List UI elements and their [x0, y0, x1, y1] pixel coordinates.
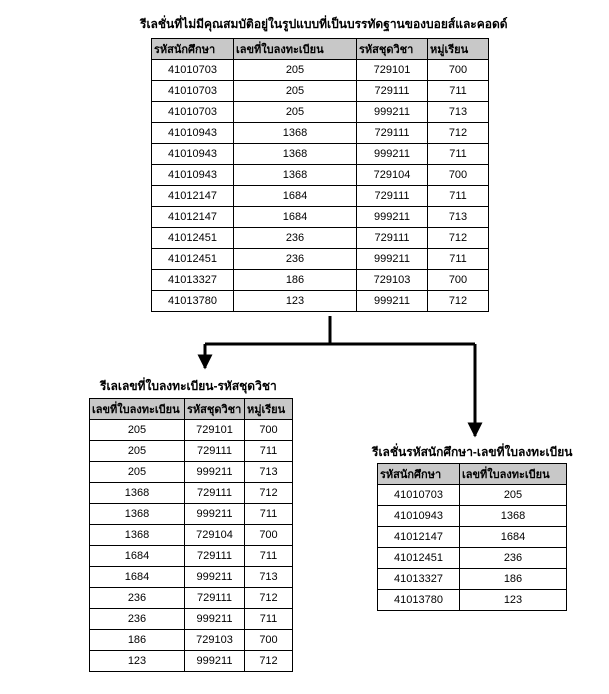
table-cell: 712: [428, 228, 489, 249]
table-cell: 41012451: [152, 228, 234, 249]
right-relation-title: รีเลชั่นรหัสนักศึกษา-เลขที่ใบลงทะเบียน: [372, 445, 573, 459]
table-cell: 1684: [460, 527, 567, 548]
table-cell: 700: [428, 60, 489, 81]
table-cell: 711: [428, 144, 489, 165]
table-cell: 1684: [234, 186, 357, 207]
table-cell: 41013327: [378, 569, 460, 590]
table-cell: 729111: [185, 441, 245, 462]
table-cell: 236: [460, 548, 567, 569]
table-cell: 711: [245, 504, 293, 525]
column-header: รหัสชุดวิชา: [357, 39, 428, 60]
table-cell: 1368: [90, 525, 185, 546]
table-cell: 729103: [185, 630, 245, 651]
table-cell: 41012147: [152, 207, 234, 228]
table-cell: 1368: [234, 123, 357, 144]
table-cell: 999211: [185, 462, 245, 483]
table-cell: 999211: [357, 291, 428, 312]
table-cell: 713: [428, 207, 489, 228]
table-cell: 41010703: [152, 60, 234, 81]
table-cell: 729104: [357, 165, 428, 186]
table-cell: 729103: [357, 270, 428, 291]
table-cell: 41010703: [152, 102, 234, 123]
table-cell: 729111: [185, 588, 245, 609]
table-cell: 729104: [185, 525, 245, 546]
column-header: รหัสนักศึกษา: [378, 464, 460, 485]
table-cell: 729101: [185, 420, 245, 441]
main-relation-title: รีเลชั่นที่ไม่มีคุณสมบัติอยู่ในรูปแบบที่เป็นบรรทัดฐานของบอยส์และคอดด์: [140, 17, 508, 31]
column-header: เลขที่ใบลงทะเบียน: [234, 39, 357, 60]
table-cell: 999211: [357, 144, 428, 165]
table-cell: 1684: [90, 567, 185, 588]
column-header: รหัสชุดวิชา: [185, 399, 245, 420]
column-header: เลขที่ใบลงทะเบียน: [460, 464, 567, 485]
table-cell: 711: [245, 609, 293, 630]
table-cell: 999211: [185, 567, 245, 588]
table-cell: 41013327: [152, 270, 234, 291]
table-cell: 41012147: [378, 527, 460, 548]
table-cell: 1368: [90, 483, 185, 504]
table-cell: 1368: [90, 504, 185, 525]
table-cell: 41012451: [378, 548, 460, 569]
table-cell: 729111: [185, 483, 245, 504]
table-cell: 205: [234, 81, 357, 102]
table-cell: 1684: [234, 207, 357, 228]
table-cell: 41010943: [152, 123, 234, 144]
table-cell: 236: [90, 609, 185, 630]
table-cell: 712: [245, 483, 293, 504]
table-cell: 999211: [185, 504, 245, 525]
table-cell: 999211: [185, 609, 245, 630]
table-cell: 41013780: [378, 590, 460, 611]
column-header: หมู่เรียน: [245, 399, 293, 420]
column-header: หมู่เรียน: [428, 39, 489, 60]
table-cell: 41010943: [378, 506, 460, 527]
left-relation-title: รีเลเลขที่ใบลงทะเบียน-รหัสชุดวิชา: [100, 379, 277, 393]
table-cell: 729111: [357, 186, 428, 207]
table-cell: 1368: [234, 165, 357, 186]
table-cell: 999211: [185, 651, 245, 672]
table-cell: 700: [428, 270, 489, 291]
table-cell: 1684: [90, 546, 185, 567]
table-cell: 236: [90, 588, 185, 609]
table-cell: 712: [245, 651, 293, 672]
table-cell: 41010703: [152, 81, 234, 102]
table-cell: 186: [90, 630, 185, 651]
table-cell: 41010943: [152, 165, 234, 186]
table-cell: 700: [245, 525, 293, 546]
table-cell: 700: [245, 630, 293, 651]
table-cell: 123: [460, 590, 567, 611]
table-cell: 729111: [357, 123, 428, 144]
table-cell: 711: [245, 546, 293, 567]
table-cell: 41010703: [378, 485, 460, 506]
table-cell: 711: [428, 81, 489, 102]
table-cell: 729111: [185, 546, 245, 567]
table-cell: 205: [234, 102, 357, 123]
table-cell: 123: [90, 651, 185, 672]
table-cell: 236: [234, 249, 357, 270]
table-cell: 123: [234, 291, 357, 312]
table-cell: 205: [90, 420, 185, 441]
column-header: รหัสนักศึกษา: [152, 39, 234, 60]
table-cell: 712: [245, 588, 293, 609]
table-cell: 41013780: [152, 291, 234, 312]
table-cell: 700: [428, 165, 489, 186]
table-cell: 711: [428, 249, 489, 270]
table-cell: 236: [234, 228, 357, 249]
table-cell: 713: [245, 567, 293, 588]
table-cell: 186: [460, 569, 567, 590]
table-cell: 205: [90, 462, 185, 483]
table-cell: 1368: [460, 506, 567, 527]
table-cell: 205: [460, 485, 567, 506]
table-cell: 41012451: [152, 249, 234, 270]
table-cell: 729101: [357, 60, 428, 81]
table-cell: 711: [245, 441, 293, 462]
table-cell: 729111: [357, 228, 428, 249]
table-cell: 999211: [357, 102, 428, 123]
table-cell: 713: [245, 462, 293, 483]
table-cell: 205: [234, 60, 357, 81]
table-cell: 700: [245, 420, 293, 441]
table-cell: 41012147: [152, 186, 234, 207]
table-cell: 205: [90, 441, 185, 462]
column-header: เลขที่ใบลงทะเบียน: [90, 399, 185, 420]
table-cell: 729111: [357, 81, 428, 102]
table-cell: 186: [234, 270, 357, 291]
table-cell: 41010943: [152, 144, 234, 165]
table-cell: 1368: [234, 144, 357, 165]
table-cell: 712: [428, 291, 489, 312]
table-cell: 999211: [357, 207, 428, 228]
table-cell: 999211: [357, 249, 428, 270]
table-cell: 711: [428, 186, 489, 207]
table-cell: 712: [428, 123, 489, 144]
table-cell: 713: [428, 102, 489, 123]
